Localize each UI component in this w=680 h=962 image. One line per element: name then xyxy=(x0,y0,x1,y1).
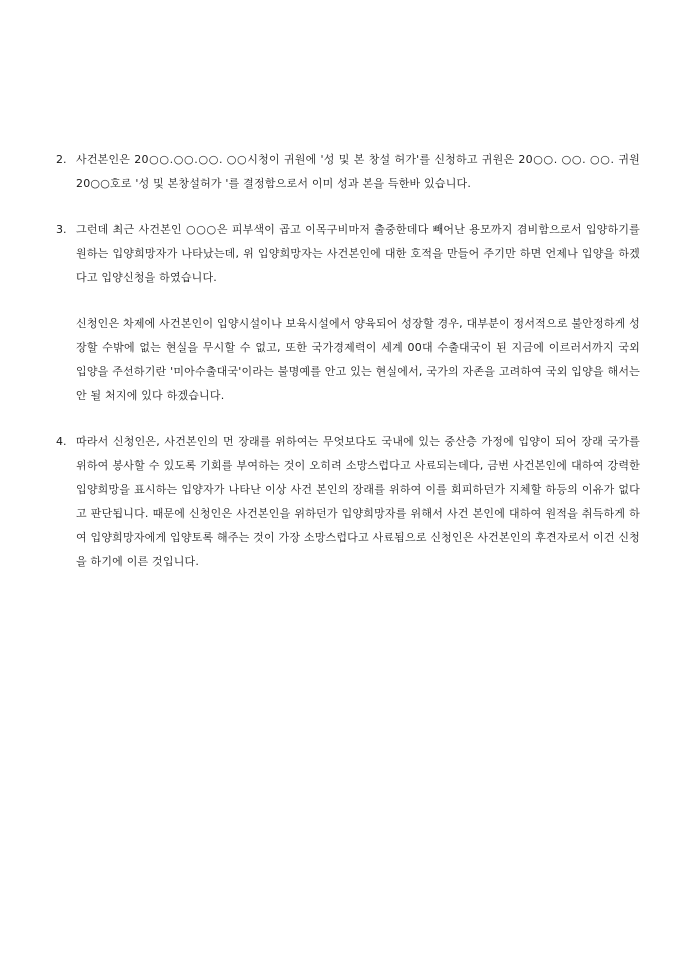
paragraph-number: 2. xyxy=(56,153,67,166)
paragraph-4 xyxy=(56,430,640,574)
paragraph-3 xyxy=(56,218,640,290)
paragraph-text: 그런데 최근 사건본인 ○○○은 피부색이 곱고 이목구비마저 출중한데다 빼어난 용모까지 겸비함으로서 입양하기를 원하는 입양희망자가 나타났는데, 위 입양희망자는 사건본인에 대한 호적을 만들어 주기만 하면 언제나 입양을 하겠다고 입양신청을 하였습니다. xyxy=(76,223,640,284)
paragraph-3-continued: 신청인은 차제에 사건본인이 입양시설이나 보육시설에서 양육되어 성장할 경우, 대부분이 정서적으로 불안정하게 성장할 수밖에 없는 현실을 무시할 수 없고, 또한 국가경제력이 세계 00대 수출대국이 된 지금에 이르러서까지 국외 입양을 주선하기란 '미아수출대국'이라는 불명예를 안고 있는 현실에서, 국가의 자존을 고려하여 국외 입양을 해서는 안 될 처지에 있다 하겠습니다. xyxy=(76,317,641,402)
paragraph-text: 사건본인은 20○○.○○.○○. ○○시청이 귀원에 '성 및 본 창설 허가'를 신청하고 귀원은 20○○. ○○. ○○. 귀원 20○○호로 '성 및 본창설허가 '를 결정함으로서 이미 성과 본을 득한바 있습니다. xyxy=(76,153,640,190)
paragraph-2 xyxy=(56,148,640,196)
paragraph-number: 3. xyxy=(56,223,67,236)
paragraph-number: 4. xyxy=(56,435,67,448)
paragraph-text: 따라서 신청인은, 사건본인의 먼 장래를 위하여는 무엇보다도 국내에 있는 중산층 가정에 입양이 되어 장래 국가를 위하여 봉사할 수 있도록 기회를 부여하는 것이 오히려 소망스럽다고 사료되는데다, 금번 사건본인에 대하여 강력한 입양희망을 표시하는 입양자가 나타난 이상 사건 본인의 장래를 위하여 이를 회피하던가 지체할 하등의 이유가 없다고 판단됩니다. 때문에 신청인은 사건본인을 위하던가 입양희망자를 위해서 사건 본인에 대하여 원적을 취득하게 하여 입양희망자에게 입양토록 해주는 것이 가장 소망스럽다고 사료됨으로 신청인은 사건본인의 후견자로서 이건 신청을 하기에 이른 것입니다. xyxy=(76,435,641,568)
